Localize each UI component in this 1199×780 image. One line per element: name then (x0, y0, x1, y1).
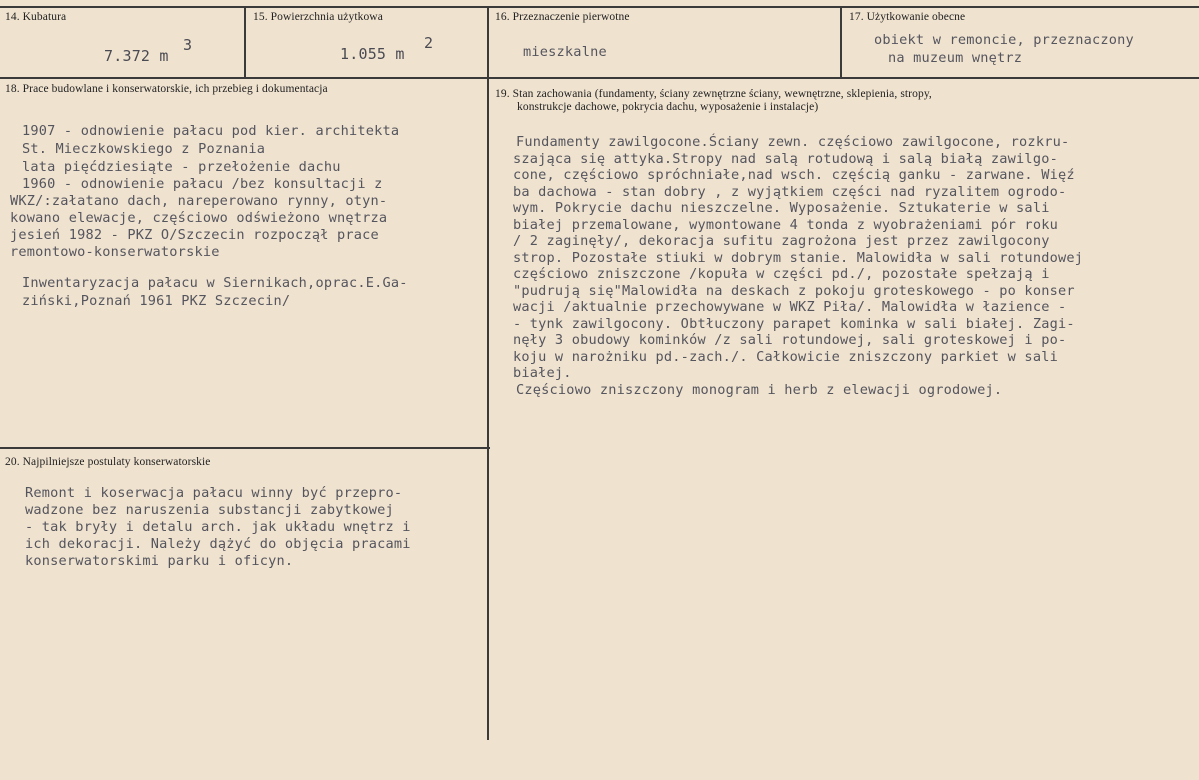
field-value-przeznaczenie: mieszkalne (523, 44, 607, 60)
text-line: ba dachowa - stan dobry , z wyjątkiem części nad ryzalitem ogrodo- (513, 184, 1067, 200)
divider (244, 6, 246, 79)
text-line: ich dekoracji. Należy dążyć do objęcia pracami (25, 536, 411, 552)
text-line: wacji /aktualnie przechowywane w WKZ Piła/. Malowidła w łazience - (513, 299, 1067, 315)
text-line: nęły 3 obudowy kominków /z sali rotundowej, sali groteskowej i po- (513, 332, 1067, 348)
text-line: Częściowo zniszczony monogram i herb z elewacji ogrodowej. (516, 382, 1003, 398)
field-label-postulaty: 20. Najpilniejsze postulaty konserwatorskie (5, 456, 211, 468)
divider (0, 447, 490, 449)
text-line: - tynk zawilgocony. Obtłuczony parapet kominka w sali białej. Zagi- (513, 316, 1075, 332)
text-line: szająca się attyka.Stropy nad salą rotudową i salą białą zawilgo- (513, 151, 1058, 167)
field-label-powierzchnia: 15. Powierzchnia użytkowa (253, 11, 383, 23)
text-line: / 2 zaginęły/, dekoracja sufitu zagrożona jest przez zawilgocony (513, 233, 1050, 249)
text-line: 1960 - odnowienie pałacu /bez konsultacji z (22, 176, 383, 192)
text-line: ziński,Poznań 1961 PKZ Szczecin/ (22, 293, 291, 309)
divider (840, 6, 842, 79)
text-line: St. Mieczkowskiego z Poznania (22, 141, 266, 157)
field-value-powierzchnia-unit-exponent: 2 (424, 34, 434, 52)
text-line: wadzone bez naruszenia substancji zabytkowej (25, 502, 394, 518)
divider (487, 6, 489, 740)
text-line: Remont i koserwacja pałacu winny być przepro- (25, 485, 403, 501)
text-line: - tak bryły i detalu arch. jak układu wnętrz i (25, 519, 411, 535)
text-line: białej. (513, 365, 572, 381)
text-line: strop. Pozostałe stiuki w dobrym stanie. Malowidła w sali rotundowej (513, 250, 1084, 266)
field-label-kubatura: 14. Kubatura (5, 11, 67, 23)
text-line: jesień 1982 - PKZ O/Szczecin rozpoczął prace (10, 227, 379, 243)
field-label-przeznaczenie: 16. Przeznaczenie pierwotne (495, 11, 630, 23)
divider (0, 6, 1199, 8)
text-line: remontowo-konserwatorskie (10, 244, 220, 260)
field-value-powierzchnia: 1.055 m (340, 45, 405, 63)
text-line: lata pięćdziesiąte - przełożenie dachu (22, 159, 341, 175)
field-value-uzytkowanie-line: na muzeum wnętrz (888, 50, 1023, 66)
text-line: konserwatorskimi parku i oficyn. (25, 553, 294, 569)
text-line: WKZ/:załatano dach, nareperowano rynny, otyn- (10, 193, 388, 209)
field-value-uzytkowanie-line: obiekt w remoncie, przeznaczony (874, 32, 1134, 48)
text-line: "pudrują się"Malowidła na deskach z pokoju groteskowego - po konser (513, 283, 1075, 299)
text-line: Inwentaryzacja pałacu w Siernikach,oprac.E.Ga- (22, 275, 408, 291)
text-line: Fundamenty zawilgocone.Ściany zewn. częściowo zawilgocone, rozkru- (516, 134, 1070, 150)
text-line: koju w narożniku pd.-zach./. Całkowicie zniszczony parkiet w sali (513, 349, 1058, 365)
field-value-kubatura-unit-exponent: 3 (183, 36, 193, 54)
text-line: kowano elewacje, częściowo odświeżono wnętrza (10, 210, 388, 226)
text-line: cone, częściowo spróchniałe,nad wsch. częścią ganku - zarwane. Więź (513, 167, 1075, 183)
field-label-prace-budowlane: 18. Prace budowlane i konserwatorskie, ich przebieg i dokumentacja (5, 83, 328, 95)
text-line: wym. Pokrycie dachu nieszczelne. Wyposażenie. Sztukaterie w sali (513, 200, 1050, 216)
field-label-uzytkowanie: 17. Użytkowanie obecne (849, 11, 966, 23)
field-label-stan-zachowania: 19. Stan zachowania (fundamenty, ściany zewnętrzne ściany, wewnętrzne, sklepienia, stropy, (495, 88, 932, 100)
text-line: częściowo zniszczone /kopuła w części pd./, pozostałe spełzają i (513, 266, 1050, 282)
text-line: białej przemalowane, wymontowane 4 tonda z wyobrażeniami pór roku (513, 217, 1058, 233)
text-line: 1907 - odnowienie pałacu pod kier. architekta (22, 123, 400, 139)
divider (0, 77, 1199, 79)
field-label-stan-zachowania-cont: konstrukcje dachowe, pokrycia dachu, wyposażenie i instalacje) (517, 101, 819, 113)
field-value-kubatura: 7.372 m (104, 47, 169, 65)
